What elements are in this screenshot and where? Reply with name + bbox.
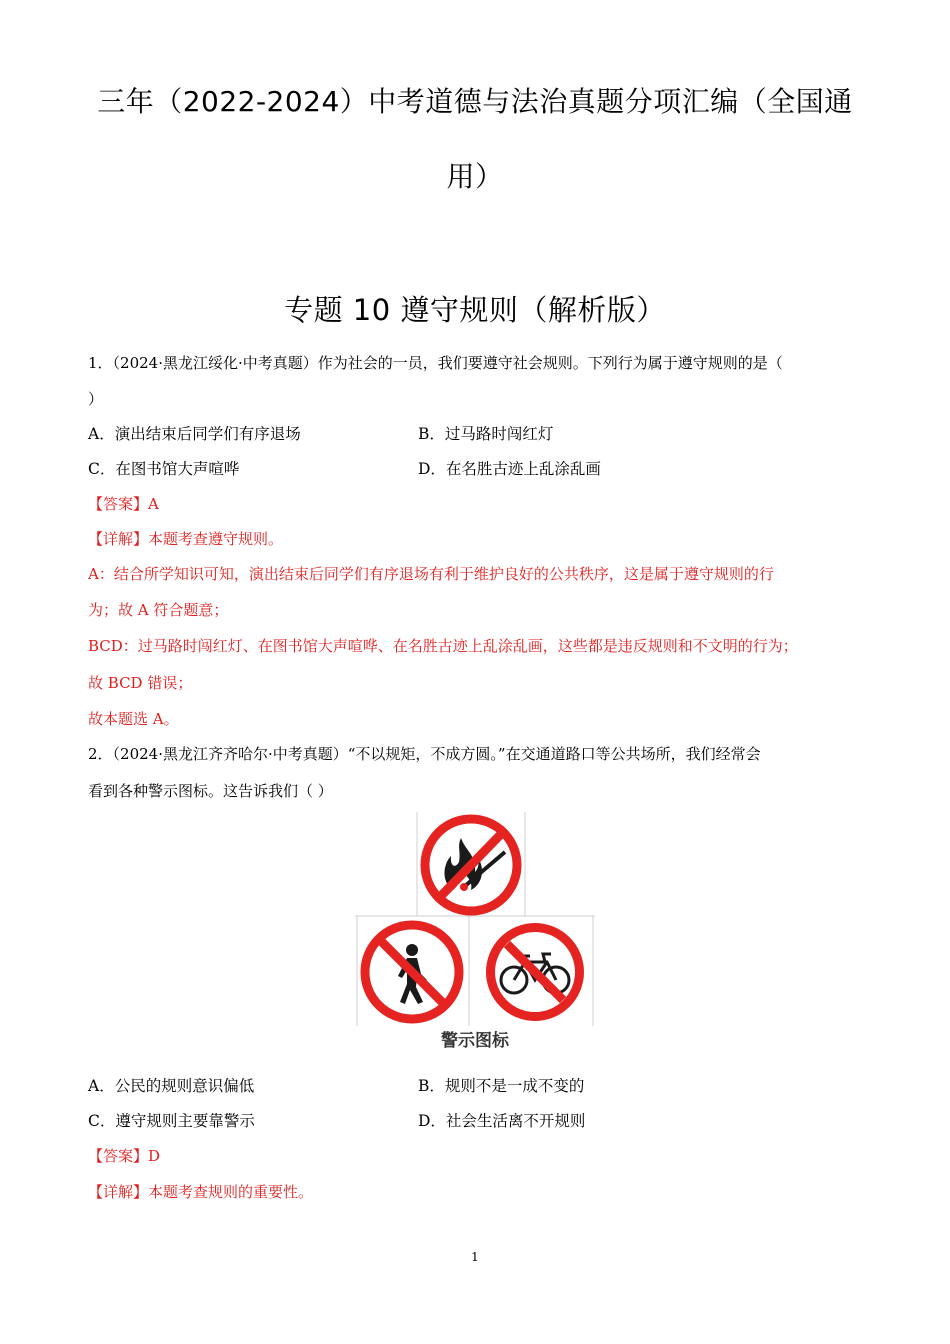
page-number: 1 <box>471 1250 479 1264</box>
q1-option-c: C．在图书馆大声喧哗 <box>88 460 240 478</box>
q1-analysis-bcd-line1: BCD：过马路时闯红灯、在图书馆大声喧哗、在名胜古迹上乱涂乱画，这些都是违反规则和不文明的行为； <box>88 637 798 655</box>
q1-analysis-a-line1: A：结合所学知识可知，演出结束后同学们有序退场有利于维护良好的公共秩序，这是属于遵守规则的行 <box>88 565 774 583</box>
q1-analysis-a-line2: 为；故 A 符合题意； <box>88 601 229 619</box>
q1-analysis-bcd-line2: 故 BCD 错误； <box>88 674 193 692</box>
q1-stem-line1: 1．（2024·黑龙江绥化·中考真题）作为社会的一员，我们要遵守社会规则。下列行为属于遵守规则的是（ <box>88 354 783 372</box>
document-title-line1: 三年（2022-2024）中考道德与法治真题分项汇编（全国通 <box>97 85 853 118</box>
q1-option-b: B．过马路时闯红灯 <box>418 425 554 443</box>
q2-stem-line2: 看到各种警示图标。这告诉我们（ ） <box>88 782 333 800</box>
section-title: 专题 10 遵守规则（解析版） <box>284 293 666 327</box>
q2-option-d: D．社会生活离不开规则 <box>418 1112 586 1130</box>
q2-option-c: C．遵守规则主要靠警示 <box>88 1112 255 1130</box>
q1-answer: 【答案】A <box>88 495 159 513</box>
image-caption: 警示图标 <box>441 1031 509 1051</box>
q1-conclusion: 故本题选 A。 <box>88 710 179 728</box>
q2-option-b: B．规则不是一成不变的 <box>418 1077 585 1095</box>
document-title-line2: 用） <box>446 160 504 193</box>
q1-stem-line2: ） <box>88 390 104 408</box>
q1-option-a: A．演出结束后同学们有序退场 <box>88 425 301 443</box>
warning-signs-figure <box>355 812 595 1052</box>
q2-stem-line1: 2．（2024·黑龙江齐齐哈尔·中考真题）“不以规矩，不成方圆。”在交通道路口等公共场所，我们经常会 <box>88 745 761 763</box>
q2-option-a: A．公民的规则意识偏低 <box>88 1077 255 1095</box>
no-fire-icon <box>425 819 517 911</box>
q2-detail: 【详解】本题考查规则的重要性。 <box>88 1183 314 1201</box>
no-bicycle-icon <box>486 923 584 1021</box>
q1-detail: 【详解】本题考查遵守规则。 <box>88 530 284 548</box>
q2-answer: 【答案】D <box>88 1147 161 1165</box>
no-pedestrian-icon <box>365 925 459 1019</box>
warning-signs-svg <box>355 812 595 1052</box>
q1-option-d: D．在名胜古迹上乱涂乱画 <box>418 460 601 478</box>
